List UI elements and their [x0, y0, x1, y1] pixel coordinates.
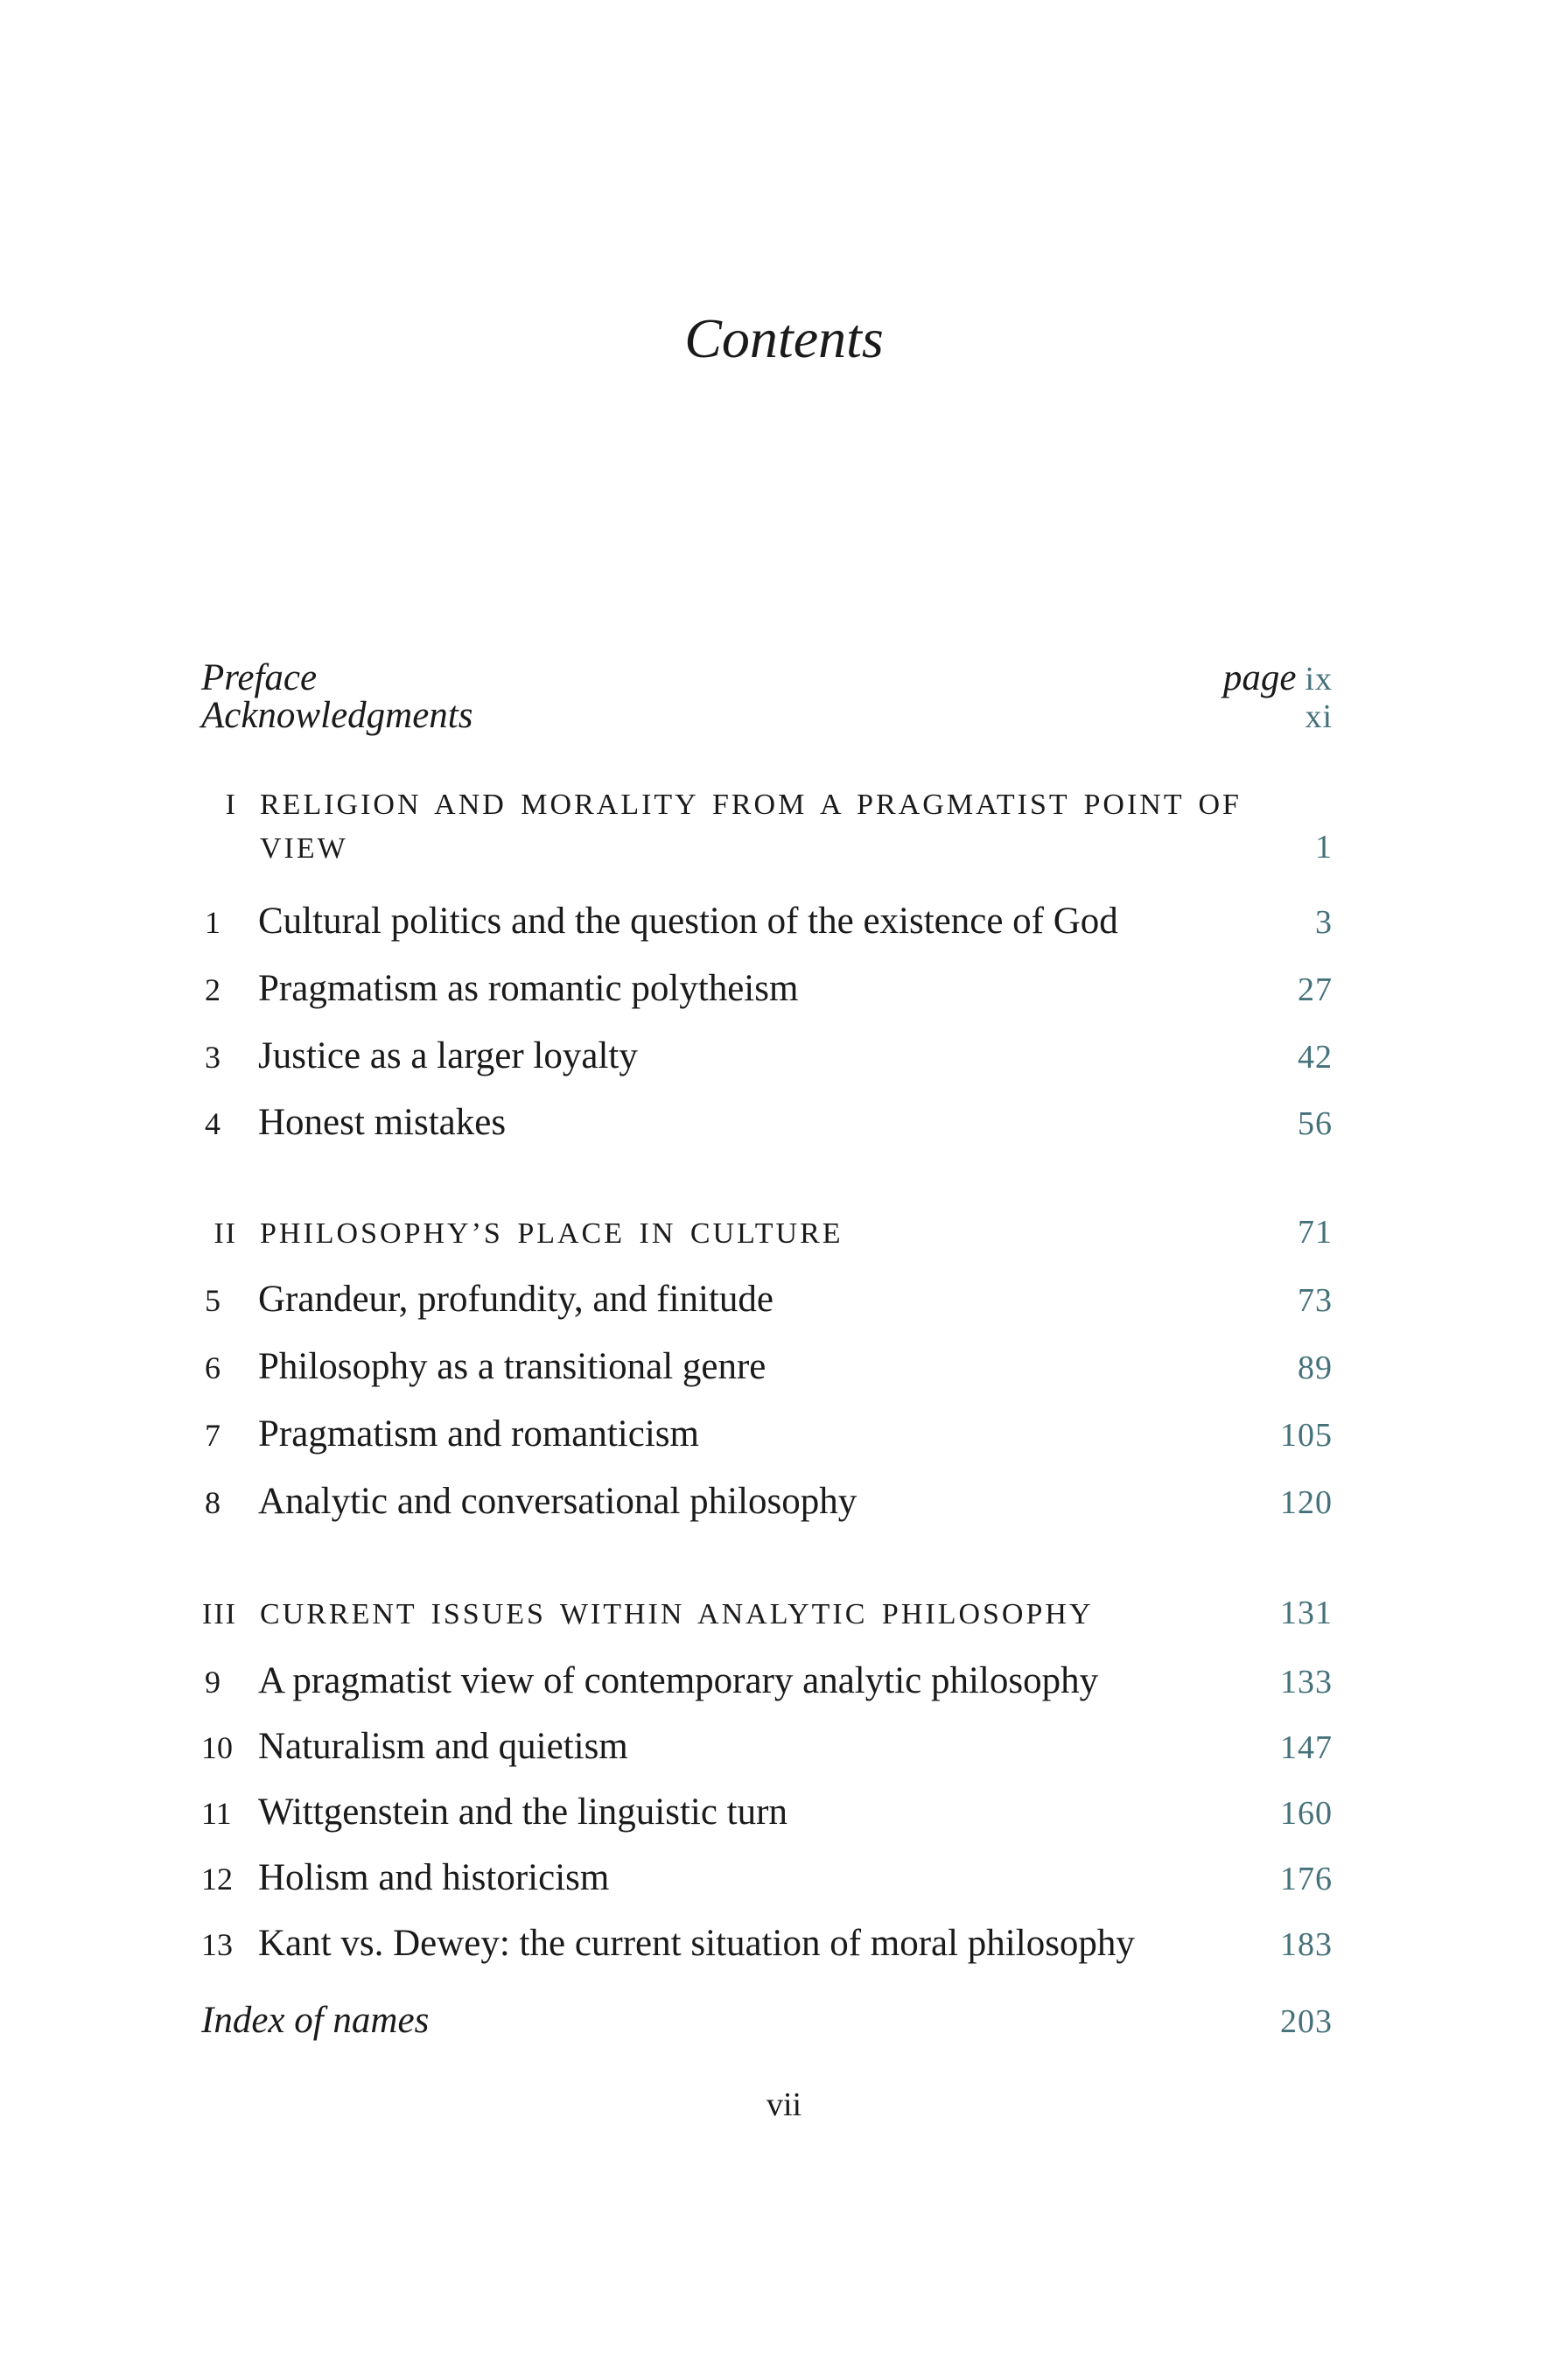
page-number: 133 [1280, 1664, 1333, 1700]
page-number: 131 [1280, 1595, 1333, 1631]
page-number: 1 [1315, 829, 1333, 866]
chapter-title: Cultural politics and the question of the existence of God [258, 901, 1118, 942]
chapter-number: 3 [205, 1040, 220, 1075]
part-numeral: II [214, 1217, 237, 1250]
toc-row-chapter-7 [201, 1413, 1333, 1456]
chapter-title: Grandeur, profundity, and finitude [258, 1279, 774, 1320]
toc-row-part-2 [201, 1211, 1333, 1255]
page-number: 176 [1280, 1861, 1333, 1897]
chapter-number: 8 [205, 1485, 220, 1520]
toc-row-index-of-names [201, 2000, 1333, 2043]
toc-row-chapter-4 [201, 1102, 1333, 1145]
page-number: 27 [1298, 971, 1333, 1008]
page-number: 42 [1298, 1039, 1333, 1076]
page-number: 89 [1298, 1350, 1333, 1386]
chapter-title: Justice as a larger loyalty [258, 1035, 638, 1076]
toc-row-part-1-line-2 [201, 826, 1333, 870]
page-number: 56 [1298, 1105, 1333, 1142]
page-word-label: page [1222, 657, 1297, 698]
toc-row-part-1-line-1 [201, 784, 1333, 826]
page-number: 3 [1315, 904, 1333, 941]
chapter-title: Kant vs. Dewey: the current situation of moral philosophy [258, 1923, 1135, 1964]
part-title-continuation: VIEW [260, 832, 348, 865]
chapter-number: 12 [201, 1862, 233, 1897]
toc-row-chapter-5 [201, 1279, 1333, 1322]
chapter-number: 13 [201, 1927, 233, 1962]
chapter-number: 5 [205, 1283, 220, 1318]
toc-row-chapter-8 [201, 1481, 1333, 1524]
page-title: Contents [684, 307, 884, 369]
toc-row-chapter-2 [201, 968, 1333, 1011]
part-title: CURRENT ISSUES WITHIN ANALYTIC PHILOSOPHY [260, 1598, 1094, 1630]
toc-row-acknowledgments [201, 695, 1333, 738]
part-numeral: III [202, 1598, 237, 1630]
chapter-title: A pragmatist view of contemporary analytic philosophy [258, 1660, 1099, 1701]
page-number: 183 [1280, 1926, 1333, 1963]
chapter-number: 2 [205, 972, 220, 1007]
chapter-number: 7 [205, 1418, 220, 1453]
part-title: PHILOSOPHY’S PLACE IN CULTURE [260, 1217, 844, 1250]
chapter-title: Analytic and conversational philosophy [258, 1481, 858, 1522]
toc-row-preface [201, 657, 1333, 700]
page-number: xi [1305, 698, 1333, 735]
page-number: 203 [1280, 2003, 1333, 2040]
toc-entry-label: Index of names [201, 2000, 430, 2041]
toc-row-chapter-6 [201, 1346, 1333, 1389]
toc-entry-label: Preface [201, 657, 318, 698]
folio-page-number: vii [766, 2086, 802, 2123]
page-number: 71 [1298, 1214, 1333, 1251]
chapter-number: 10 [201, 1730, 233, 1765]
page-number: 147 [1280, 1729, 1333, 1766]
page-number: 73 [1298, 1282, 1333, 1319]
table-of-contents [201, 0, 1333, 2356]
chapter-number: 11 [201, 1796, 232, 1831]
chapter-title: Wittgenstein and the linguistic turn [258, 1792, 788, 1833]
chapter-number: 9 [205, 1665, 220, 1700]
part-numeral: I [225, 789, 237, 821]
chapter-title: Philosophy as a transitional genre [258, 1346, 766, 1387]
chapter-title: Pragmatism as romantic polytheism [258, 968, 799, 1009]
part-title: RELIGION AND MORALITY FROM A PRAGMATIST POINT OF [260, 789, 1242, 821]
toc-row-chapter-3 [201, 1035, 1333, 1078]
page-number: 120 [1280, 1484, 1333, 1521]
toc-row-part-3 [201, 1592, 1333, 1636]
toc-entry-label: Acknowledgments [201, 695, 473, 736]
toc-row-chapter-9 [201, 1660, 1333, 1703]
page-number: 105 [1280, 1417, 1333, 1454]
chapter-title: Holism and historicism [258, 1857, 610, 1898]
page-number: 160 [1280, 1795, 1333, 1832]
page-number: ix [1305, 661, 1333, 698]
chapter-number: 1 [205, 905, 220, 940]
chapter-number: 4 [205, 1106, 220, 1141]
chapter-title: Pragmatism and romanticism [258, 1413, 699, 1455]
chapter-title: Honest mistakes [258, 1102, 507, 1143]
toc-row-chapter-12 [201, 1857, 1333, 1900]
toc-row-chapter-10 [201, 1726, 1333, 1769]
chapter-title: Naturalism and quietism [258, 1726, 628, 1767]
toc-row-chapter-11 [201, 1792, 1333, 1834]
toc-row-chapter-13 [201, 1923, 1333, 1966]
toc-row-chapter-1 [201, 901, 1333, 943]
chapter-number: 6 [205, 1350, 220, 1385]
